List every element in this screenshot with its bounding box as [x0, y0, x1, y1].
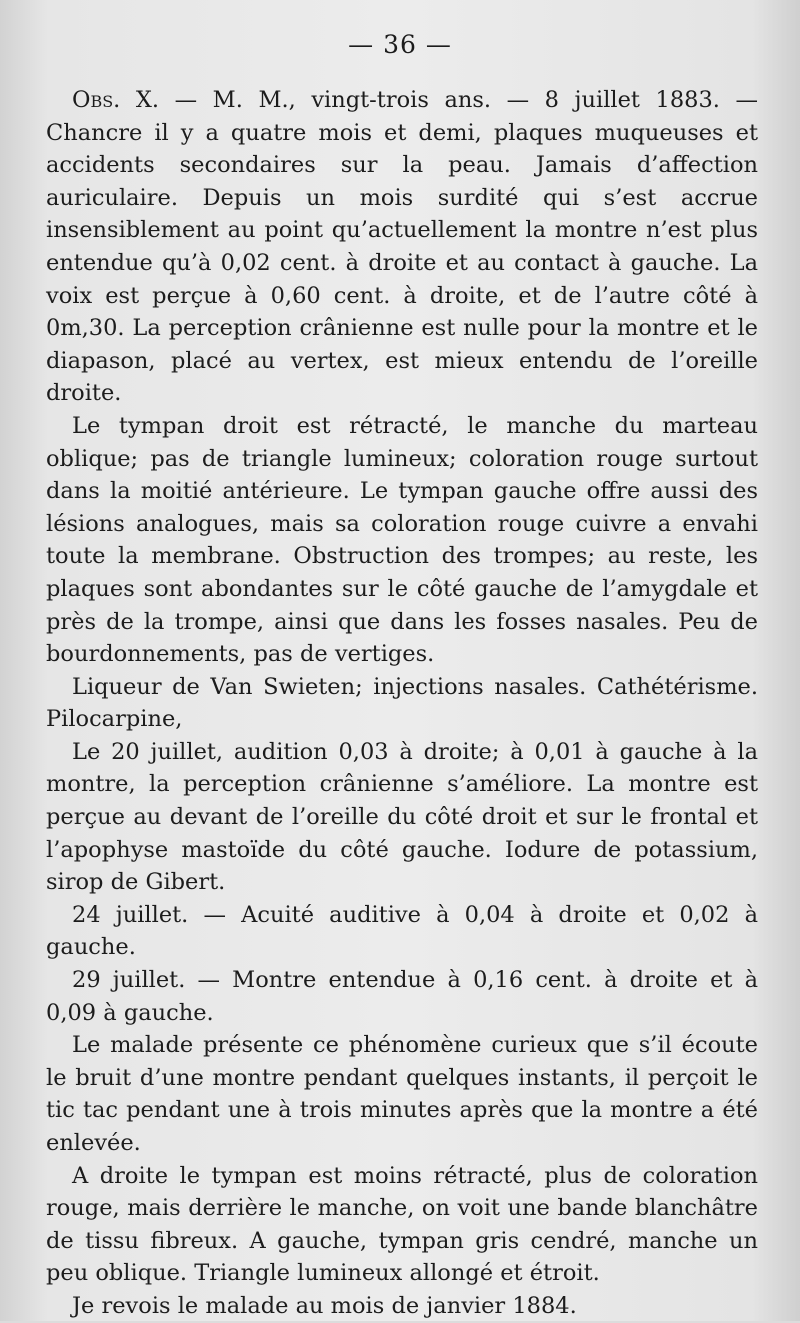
paragraph-29-juillet: 29 juillet. — Montre entendue à 0,16 cent. à droite et à 0,09 à gauche. [46, 967, 758, 1026]
observation-text: X. — M. M., vingt-trois ans. — 8 juillet 1883. — Chancre il y a quatre mois et demi, plaques muqueuses et accidents secondaires sur la peau. Jamais d’affection auriculaire. Depuis un mois surdité qui s’est accrue insensiblement au point qu’actuellement la montre n’est plus entendue qu’à 0,02 cent. à droite et au contact à gauche. La voix est perçue à 0,60 cent. à droite, et de l’autre côté à 0m,30. La perception crânienne est nulle pour la montre et le diapason, placé au vertex, est mieux entendu de l’oreille droite. [46, 87, 758, 407]
body-text [46, 84, 758, 1323]
paragraph-phenomene: Le malade présente ce phénomène curieux que s’il écoute le bruit d’une montre pendant quelques instants, il perçoit le tic tac pendant une à trois minutes après que la montre a été enlevée. [46, 1032, 758, 1156]
paragraph-janvier: Je revois le malade au mois de janvier 1884. [72, 1292, 577, 1319]
page-number: — 36 — [348, 30, 452, 59]
paragraph-tympan: Le tympan droit est rétracté, le manche du marteau oblique; pas de triangle lumineux; coloration rouge surtout dans la moitié antérieure. Le tympan gauche offre aussi des lésions analogues, mais sa coloration rouge cuivre a envahi toute la membrane. Obstruction des trompes; au reste, les plaques sont abondantes sur le côté gauche de l’amygdale et près de la trompe, ainsi que dans les fosses nasales. Peu de bourdonnements, pas de vertiges. [46, 412, 758, 668]
paragraph-treatment: Liqueur de Van Swieten; injections nasales. Cathétérisme. Pilocarpine, [46, 673, 758, 733]
paragraph-a-droite: A droite le tympan est moins rétracté, plus de coloration rouge, mais derrière le manche, on voit une bande blanchâtre de tissu fibreux. A gauche, tympan gris cendré, manche un peu oblique. Triangle lumineux allongé et étroit. [46, 1162, 758, 1287]
paragraph-20-juillet: Le 20 juillet, audition 0,03 à droite; à 0,01 à gauche à la montre, la perception crânienne s’améliore. La montre est perçue au devant de l’oreille du côté droit et sur le frontal et l’apophyse mastoïde du côté gauche. Iodure de potassium, sirop de Gibert. [46, 738, 758, 896]
observation-label: Obs. [72, 87, 121, 113]
paragraph-24-juillet: 24 juillet. — Acuité auditive à 0,04 à droite et 0,02 à gauche. [46, 901, 758, 961]
observation-paragraph [46, 84, 758, 410]
